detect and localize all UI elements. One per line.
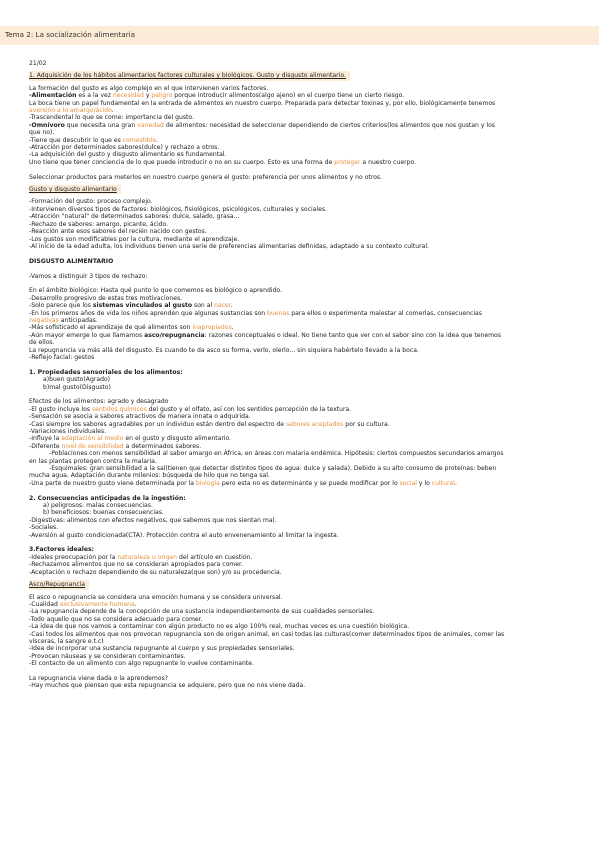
- list-item: -Al inicio de la edad adulta, los individuos tienen una serie de preferencias alimentarias definidas, adaptado a su contexto cultural.: [29, 242, 429, 250]
- paragraph: -Rechazamos alimentos que no se consideran apropiados para comer.: [29, 561, 243, 569]
- paragraph: La repugnancia viene dada o la aprendemos?: [29, 674, 169, 682]
- paragraph: Efectos de los alimentos: agrado y desagrado: [29, 398, 169, 406]
- paragraph: -Omnívoro que necesita una gran variedad de alimentos: necesidad de seleccionar dependiendo de ciertos criterios(los alimentos que nos gustan y los: [29, 121, 495, 129]
- paragraph: -Poblaciones con menos sensibilidad al sabor amargo en África, en áreas con malaria endémica. Hipótesis: ciertos compuestos secundarios amargos: [49, 450, 504, 458]
- paragraph: -Variaciones individuales.: [29, 428, 107, 435]
- paragraph: Uno tiene que tener conciencia de lo que puede introducir o no en su cuerpo. Esto es una forma de proteger a nuestro cuerpo.: [29, 158, 417, 166]
- paragraph: -La adquisición del gusto y disgusto alimentario es fundamental.: [29, 151, 227, 159]
- list-item: -Rechazo de sabores: amargo, picante, ácido.: [29, 220, 169, 228]
- paragraph: -Cualidad exclusivamente humana.: [29, 600, 137, 608]
- paragraph: -Influye la adaptación al medio en el gusto y disgusto alimentario.: [29, 435, 232, 443]
- section-heading: Asco/Repugnancia: [29, 580, 89, 589]
- paragraph: La formación del gusto es algo complejo en el que intervienen varios factores.: [29, 84, 269, 92]
- paragraph: -Diferente nivel de sensibilidad a determinados sabores.: [29, 442, 202, 450]
- section-heading: 3.Factores ideales:: [29, 546, 95, 554]
- list-item: a) peligrosos: malas consecuencias.: [43, 502, 153, 510]
- paragraph: -Alimentación es a la vez necesidad y peligro porque introducir alimentos(algo ajeno) en el cuerpo tiene un cierto riesgo.: [29, 92, 405, 100]
- list-item: -Formación del gusto: proceso complejo.: [29, 198, 153, 206]
- document-title: Tema 2: La socialización alimentaria: [5, 30, 136, 39]
- paragraph: -Provocan náuseas y se consideran contaminantes.: [29, 652, 186, 660]
- paragraph: -Desarrollo progresivo de estas tres motivaciones.: [29, 294, 183, 302]
- list-item: b) beneficiosos: buenas consecuencias.: [43, 509, 164, 517]
- paragraph: -Una parte de nuestro gusto viene determinada por la biología pero esta no es determinante y se puede modificar por lo social y lo cultural.: [29, 479, 457, 487]
- section-heading: Gusto y disgusto alimentario: [29, 185, 121, 194]
- paragraph: -Casi todos los alimentos que nos provocan repugnancia son de origen animal, en casi todas las culturas(comer determinados tipos de animales, comer las: [29, 630, 505, 638]
- paragraph: aversión a lo amargo/ácido.: [29, 107, 114, 115]
- paragraph: de ellos.: [29, 339, 55, 347]
- paragraph: -Atracción por determinados sabores(dulce) y rechazo a otros.: [29, 144, 220, 152]
- paragraph: -Trascendental lo que se come: importancia del gusto.: [29, 114, 194, 122]
- paragraph: -Idea de incorporar una sustancia repugnante al cuerpo y sus propiedades sensoriales.: [29, 645, 295, 653]
- list-item: a)buen gusto(Agrado): [43, 376, 111, 384]
- paragraph: La boca tiene un papel fundamental en la entrada de alimentos en nuestro cuerpo. Preparada para detectar toxinas y, por ello, biológicamente tenemos: [29, 99, 496, 107]
- section-heading: 2. Consecuencias anticipadas de la ingestión:: [29, 494, 186, 502]
- paragraph: mucha agua. Adaptación durante milenios: búsqueda de hilo que no tenga sal.: [29, 472, 270, 480]
- list-item: b)mal gusto(Disgusto): [43, 383, 111, 391]
- paragraph: -Todo aquello que no se considera adecuado para comer.: [29, 615, 203, 623]
- paragraph: -Aversión al gusto condicionada(CTA). Protección contra el auto envenenamiento al limitar la ingesta.: [29, 531, 339, 539]
- paragraph: vísceras, la sangre e.t.c): [29, 637, 104, 645]
- list-item: -Los gustos son modificables por la cultura, mediante el aprendizaje.: [29, 235, 240, 243]
- paragraph: -Solo parece que los sistemas vinculados al gusto son al nacer.: [29, 302, 233, 310]
- section-heading: 1. Adquisición de los hábitos alimentarios factores culturales y biológicos. Gusto y disgusto alimentario.: [29, 71, 350, 80]
- document-header: [0, 26, 599, 45]
- section-heading: 1. Propiedades sensoriales de los alimentos:: [29, 368, 183, 376]
- paragraph: -Sociales.: [29, 524, 59, 532]
- paragraph: negativas anticipadas.: [29, 316, 98, 324]
- date: 21/02: [29, 60, 47, 67]
- paragraph: El asco o repugnancia se considera una emoción humana y se considera universal.: [29, 593, 283, 601]
- paragraph: en las plantas protegen contra la malaria.: [29, 457, 157, 465]
- paragraph: -Tiene que descubrir lo que es comestible.: [29, 136, 159, 144]
- paragraph: Seleccionar productos para meterlos en nuestro cuerpo genera el gusto: preferencia por unos alimentos y no otros.: [29, 173, 383, 181]
- paragraph: La repugnancia va más allá del disgusto. Es cuando te da asco su forma, verlo, olerlo... sin siquiera habértelo llevado a la boca.: [29, 346, 419, 354]
- paragraph: -Reflejo facial: gestos: [29, 353, 95, 361]
- paragraph: -Aceptación o rechazo dependiendo de su naturaleza(que son) y/o su procedencia.: [29, 568, 282, 576]
- paragraph: -La repugnancia depende de la concepción de una sustancia independientemente de sus cualidades sensoriales.: [29, 608, 375, 616]
- paragraph: -Más sofisticado el aprendizaje de qué alimentos son inapropiados.: [29, 324, 234, 332]
- paragraph: -Hay muchos que piensan que esta repugnancia se adquiere, pero que no nos viene dada.: [29, 682, 306, 690]
- section-heading: DISGUSTO ALIMENTARIO: [29, 257, 114, 265]
- paragraph: -Sensación se asocia a sabores atractivos de manera innata o adquirida.: [29, 413, 251, 421]
- paragraph: -Casi siempre los sabores agradables por un individuo están dentro del espectro de sabores aceptados por su cultura.: [29, 420, 390, 428]
- list-item: -Reacción ante esos sabores del recién nacido con gestos.: [29, 228, 207, 236]
- paragraph: -La idea de que nos vamos a contaminar con algún producto no es algo 100% real, muchas veces es una cuestión biológica.: [29, 623, 410, 631]
- paragraph: -Ideales preocupación por la naturaleza u origen del artículo en cuestión.: [29, 553, 253, 561]
- paragraph: -Vamos a distinguir 3 tipos de rechazo:: [29, 272, 148, 280]
- document-body: [29, 60, 581, 690]
- paragraph: En el ámbito biológico: Hasta qué punto lo que comemos es biológico o aprendido.: [29, 287, 282, 295]
- paragraph: -Digestivas: alimentos con efectos negativos, que sabemos que nos sientan mal.: [29, 516, 277, 524]
- paragraph: -El contacto de un alimento con algo repugnante lo vuelve contaminante.: [29, 660, 254, 668]
- paragraph: -El gusto incluye los sentidos químicos del gusto y el olfato, así con los sentidos percepción de la textura.: [29, 405, 352, 413]
- paragraph: -Esquimales: gran sensibilidad a la sal(tienen que detectar distintos tipos de agua: dulce y salada). Debido a su alto consumo de proteínas: beben: [49, 465, 497, 473]
- list-item: -Intervienen diversos tipos de factores: biológicos, fisiológicos, psicológicos, culturales y sociales.: [29, 205, 327, 213]
- paragraph: -Aún mayor emerge lo que llamamos asco/repugnancia: razones conceptuales o ideal. No tiene tanto que ver con el sabor sino con la idea que tenemos: [29, 331, 501, 339]
- list-item: -Atracción "natural" de determinados sabores: dulce, salado, grasa...: [29, 213, 240, 221]
- paragraph: que no).: [29, 129, 55, 137]
- paragraph: -En los primeros años de vida los niños aprenden que algunas sustancias son buenas para ellos o experimenta malestar al comerlas, consecuencias: [29, 309, 482, 317]
